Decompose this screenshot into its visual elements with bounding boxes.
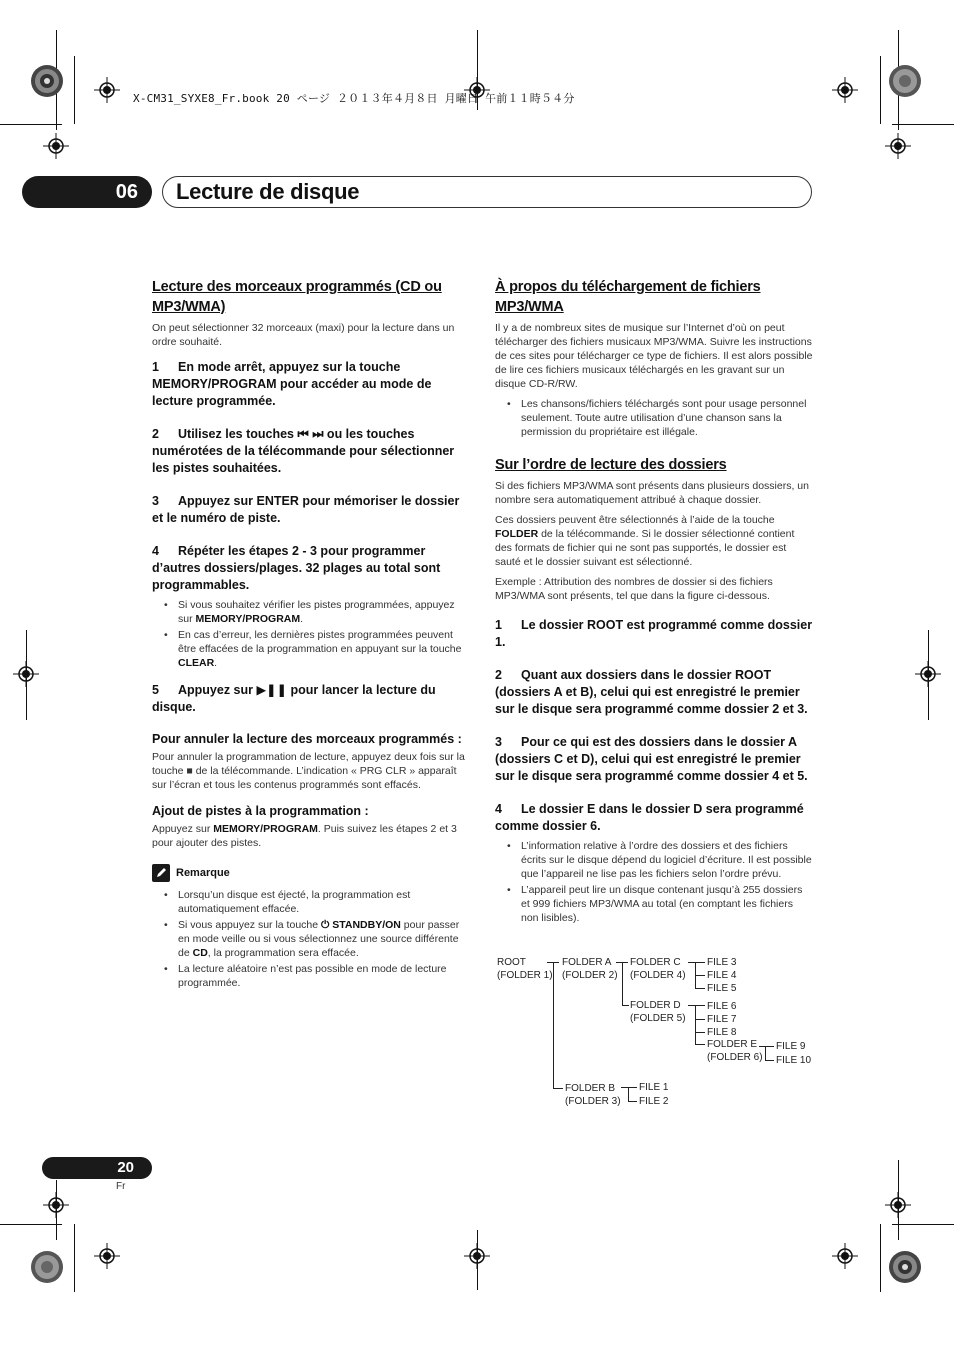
registration-mark-icon (885, 1192, 911, 1218)
step-4-bullets (152, 598, 470, 670)
note-label: Remarque (176, 867, 230, 879)
tree-file: FILE 7 (707, 1014, 737, 1025)
section-intro: On peut sélectionner 32 morceaux (maxi) pour la lecture dans un ordre souhaité. (152, 322, 455, 348)
step-1 (152, 359, 470, 410)
registration-mark-icon (885, 133, 911, 159)
add-subheading: Ajout de pistes à la programmation : (152, 804, 369, 818)
crop-line (74, 56, 75, 124)
tree-node-folder-c: FOLDER C (FOLDER 4) (630, 957, 686, 981)
folder-order-p2: Ces dossiers peuvent être sélectionnés à l’aide de la touche FOLDER de la télécommande. Si le dossier sélectionné contient des formats de fichier qui ne sont pas supportés, le dossier est sauté et le dossier suivant est sélectionné. (495, 514, 795, 568)
section-heading-download: À propos du téléchargement de fichiers MP3/WMA (495, 279, 761, 315)
folder-step-2: 2 Quant aux dossiers dans le dossier ROOT (dossiers A et B), celui qui est enregistré le premier sur le disque sera programmé comme dossier 2 et 3. (495, 668, 808, 716)
folder-step-1: 1 Le dossier ROOT est programmé comme dossier 1. (495, 618, 813, 649)
tree-connector (688, 1005, 705, 1006)
print-wheel-icon (30, 64, 64, 98)
registration-mark-icon (832, 1243, 858, 1269)
note-header (152, 864, 470, 882)
cancel-text: Pour annuler la programmation de lecture, appuyez deux fois sur la touche ■ de la télécommande. L’indication « PRG CLR » apparaît sur l’écran et tous les contenus programmés sont effacés. (152, 751, 465, 791)
tree-node-folder-a: FOLDER A (FOLDER 2) (562, 957, 618, 981)
download-intro: Il y a de nombreux sites de musique sur l’Internet d’où on peut télécharger des fichiers musicaux MP3/WMA. Suivre les instructions de ces sites pour télécharger ce type de fichiers. Il est alors possible de lire ces fichiers musicaux téléchargés en les gravant sur un disque CD-R/RW. (495, 322, 813, 390)
note-pencil-icon (152, 864, 170, 882)
tree-connector (695, 1044, 705, 1045)
tree-connector (628, 1087, 629, 1101)
registration-mark-icon (832, 77, 858, 103)
tree-file: FILE 10 (776, 1055, 812, 1066)
step-3 (152, 493, 470, 527)
step-text: Utilisez les touches ⏮ ⏭ ou les touches numérotées de la télécommande pour sélectionner les pistes souhaitées. (152, 427, 455, 475)
folder-tree-diagram (495, 953, 815, 1113)
section-heading-programmed: Lecture des morceaux programmés (CD ou MP3/WMA) (152, 279, 442, 315)
step-number: 3 (152, 494, 159, 508)
print-wheel-icon (888, 64, 922, 98)
chapter-title: Lecture de disque (176, 179, 360, 204)
registration-mark-icon (94, 77, 120, 103)
tree-connector (695, 1032, 705, 1033)
registration-mark-icon (13, 661, 39, 687)
list-item: • Les chansons/fichiers téléchargés sont pour usage personnel seulement. Toute autre utilisation d’une chanson sans la permission du propriétaire est illégale. (521, 397, 813, 439)
tree-connector (695, 1005, 696, 1045)
tree-file: FILE 6 (707, 1001, 737, 1012)
section-heading-folder-order: Sur l’ordre de lecture des dossiers (495, 457, 727, 473)
cancel-subheading: Pour annuler la lecture des morceaux programmés : (152, 732, 462, 746)
crop-line (74, 1224, 75, 1292)
list-item: • L’information relative à l’ordre des dossiers et des fichiers écrits sur le disque dépend du logiciel d’écriture. Il est possible que l’appareil ne lise pas les fichiers selon l’ordre prévu. (521, 839, 813, 881)
registration-mark-icon (43, 1192, 69, 1218)
step-number: 5 (152, 683, 159, 697)
tree-node-folder-e: FOLDER E (FOLDER 6) (707, 1039, 763, 1063)
list-item: • Si vous souhaitez vérifier les pistes programmées, appuyez sur MEMORY/PROGRAM. (178, 598, 470, 626)
download-bullets (495, 397, 813, 439)
step-text: Appuyez sur ▶❚❚ pour lancer la lecture du disque. (152, 683, 436, 714)
page-number-badge: 20 (42, 1157, 152, 1179)
tree-file: FILE 3 (707, 957, 737, 968)
tree-connector (628, 1101, 637, 1102)
step-number: 4 (152, 544, 159, 558)
list-item: • La lecture aléatoire n’est pas possible en mode de lecture programmée. (178, 962, 470, 990)
crop-line (892, 124, 954, 125)
folder-bullets (495, 839, 813, 925)
tree-file: FILE 2 (639, 1096, 669, 1107)
step-5 (152, 682, 470, 716)
step-text: En mode arrêt, appuyez sur la touche MEMORY/PROGRAM pour accéder au mode de lecture programmée. (152, 360, 432, 408)
folder-step-4: 4 Le dossier E dans le dossier D sera programmé comme dossier 6. (495, 802, 804, 833)
tree-connector (553, 962, 554, 1088)
registration-mark-icon (43, 133, 69, 159)
tree-connector (765, 1046, 766, 1060)
tree-connector (695, 975, 705, 976)
right-column (495, 277, 813, 929)
tree-node-root: ROOT (FOLDER 1) (497, 957, 553, 981)
registration-mark-icon (94, 1243, 120, 1269)
crop-line (880, 1224, 881, 1292)
tree-connector (622, 1005, 629, 1006)
tree-file: FILE 4 (707, 970, 737, 981)
step-text: Appuyez sur ENTER pour mémoriser le dossier et le numéro de piste. (152, 494, 460, 525)
step-number: 2 (152, 427, 159, 441)
folder-order-p3: Exemple : Attribution des nombres de dossier si des fichiers MP3/WMA sont présents, tel que dans la figure ci-dessous. (495, 576, 773, 602)
add-text: Appuyez sur MEMORY/PROGRAM. Puis suivez les étapes 2 et 3 pour ajouter des pistes. (152, 823, 457, 849)
tree-connector (695, 988, 705, 989)
tree-connector (695, 1019, 705, 1020)
tree-node-folder-b: FOLDER B (FOLDER 3) (565, 1083, 621, 1107)
tree-node-folder-d: FOLDER D (FOLDER 5) (630, 1000, 686, 1024)
folder-order-p1: Si des fichiers MP3/WMA sont présents dans plusieurs dossiers, un nombre sera automatiquement attribué à chaque dossier. (495, 480, 809, 506)
print-file-info: X-CM31_SYXE8_Fr.book 20 ページ ２０１３年４月８日 月曜日 午前１１時５４分 (133, 92, 575, 105)
print-wheel-icon (30, 1250, 64, 1284)
note-list (152, 888, 470, 990)
list-item: • L’appareil peut lire un disque contenant jusqu’à 255 dossiers et 999 fichiers MP3/WMA au total (en comptant les fichiers non lisibles). (521, 883, 813, 925)
tree-connector (553, 1088, 563, 1089)
list-item: • En cas d’erreur, les dernières pistes programmées peuvent être effacées de la programmation en appuyant sur la touche CLEAR. (178, 628, 470, 670)
list-item: • Si vous appuyez sur la touche ⏻ STANDBY/ON pour passer en mode veille ou si vous sélectionnez une source différente de CD, la programmation sera effacée. (178, 918, 470, 960)
registration-mark-icon (464, 1243, 490, 1269)
tree-file: FILE 1 (639, 1082, 669, 1093)
page-language-code: Fr (116, 1181, 126, 1192)
crop-line (892, 1224, 954, 1225)
crop-line (880, 56, 881, 124)
tree-connector (765, 1060, 774, 1061)
step-number: 1 (152, 360, 159, 374)
chapter-number-badge: 06 (22, 176, 152, 208)
crop-line (0, 124, 62, 125)
left-column (152, 277, 470, 994)
tree-connector (688, 962, 705, 963)
folder-step-3: 3 Pour ce qui est des dossiers dans le dossier A (dossiers C et D), celui qui est enregistré le premier sur le disque sera programmé comme dossier 4 et 5. (495, 735, 808, 783)
print-wheel-icon (888, 1250, 922, 1284)
tree-file: FILE 5 (707, 983, 737, 994)
tree-connector (759, 1046, 774, 1047)
list-item: • Lorsqu’un disque est éjecté, la programmation est automatiquement effacée. (178, 888, 470, 916)
step-text: Répéter les étapes 2 - 3 pour programmer d’autres dossiers/plages. 32 plages au total sont programmables. (152, 544, 441, 592)
step-2 (152, 426, 470, 477)
tree-file: FILE 9 (776, 1041, 806, 1052)
tree-connector (621, 1087, 637, 1088)
tree-file: FILE 8 (707, 1027, 737, 1038)
crop-line (0, 1224, 62, 1225)
tree-connector (622, 962, 623, 1006)
registration-mark-icon (915, 661, 941, 687)
step-4 (152, 543, 470, 594)
